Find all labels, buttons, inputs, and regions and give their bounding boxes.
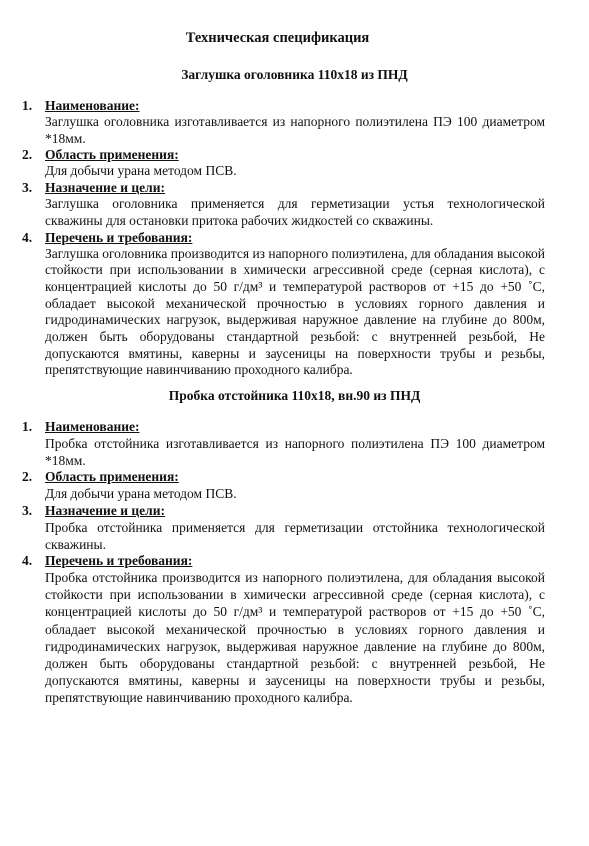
item-text: Для добычи урана методом ПСВ. — [45, 486, 237, 502]
item-number: 2. — [22, 469, 33, 485]
list-item — [0, 553, 589, 707]
item-number: 3. — [22, 502, 33, 518]
list-item — [0, 503, 589, 553]
item-number: 4. — [22, 229, 33, 245]
item-number: 2. — [22, 147, 33, 163]
item-heading: Область применения: — [45, 147, 179, 163]
item-text: Заглушка оголовника производится из напорного полиэтилена, для обладания высокой стойкости при использовании в химически агрессивной среде (серная кислота), с концентрацией кислоты до 50 г/дм³ и температурой растворов от +15 до +50 ˚С, обладает высокой механической прочностью в условиях горного давления и гидродинамических нагрузок, выдерживая наружное давление на глубине до 800м, должен быть оборудованы стандартной резьбой: с внутренней резьбой, Не допускаются вмятины, каверны и заусеницы на поверхности трубы и резьбы, препятствующие навинчиванию проходного калибра. — [45, 245, 545, 378]
section-2-list — [0, 419, 589, 707]
item-number: 4. — [22, 553, 33, 569]
document-title: Техническая спецификация — [185, 30, 370, 46]
item-text: Заглушка оголовника изготавливается из напорного полиэтилена ПЭ 100 диаметром *18мм. — [45, 114, 545, 146]
list-item — [0, 98, 589, 147]
item-text: Заглушка оголовника применяется для герметизации устья технологической скважины для остановки притока рабочих жидкостей со скважины. — [45, 196, 545, 228]
item-number: 1. — [22, 98, 33, 113]
item-number: 1. — [22, 419, 33, 434]
item-heading: Область применения: — [45, 469, 179, 485]
item-heading: Перечень и требования: — [45, 229, 193, 245]
section-1-list — [0, 98, 589, 379]
list-item — [0, 419, 589, 469]
item-heading: Наименование: — [45, 419, 140, 434]
item-number: 3. — [22, 180, 33, 196]
item-heading: Назначение и цели: — [45, 180, 165, 196]
item-text: Пробка отстойника изготавливается из напорного полиэтилена ПЭ 100 диаметром *18мм. — [45, 436, 545, 469]
item-text: Пробка отстойника производится из напорного полиэтилена, для обладания высокой стойкости при использовании в химически агрессивной среде (серная кислота), с концентрацией кислоты до 50 г/дм³ и температурой растворов от +15 до +50 ˚С, обладает высокой механической прочностью в условиях горного давления и гидродинамических нагрузок, выдерживая наружное давление на глубине до 800м, должен быть оборудованы стандартной резьбой: с внутренней резьбой, Не допускаются вмятины, каверны и заусеницы на поверхности трубы и резьбы, препятствующие навинчиванию проходного калибра. — [45, 570, 545, 706]
list-item — [0, 180, 589, 229]
list-item — [0, 147, 589, 180]
item-heading: Назначение и цели: — [45, 502, 165, 518]
section-title: Заглушка оголовника 110х18 из ПНД — [181, 67, 408, 82]
section-title: Пробка отстойника 110х18, вн.90 из ПНД — [168, 388, 421, 403]
list-item — [0, 230, 589, 380]
item-heading: Наименование: — [45, 98, 140, 113]
item-heading: Перечень и требования: — [45, 553, 193, 569]
item-text: Пробка отстойника применяется для герметизации отстойника технологической скважины. — [45, 519, 545, 552]
list-item — [0, 469, 589, 502]
item-text: Для добычи урана методом ПСВ. — [45, 163, 237, 179]
